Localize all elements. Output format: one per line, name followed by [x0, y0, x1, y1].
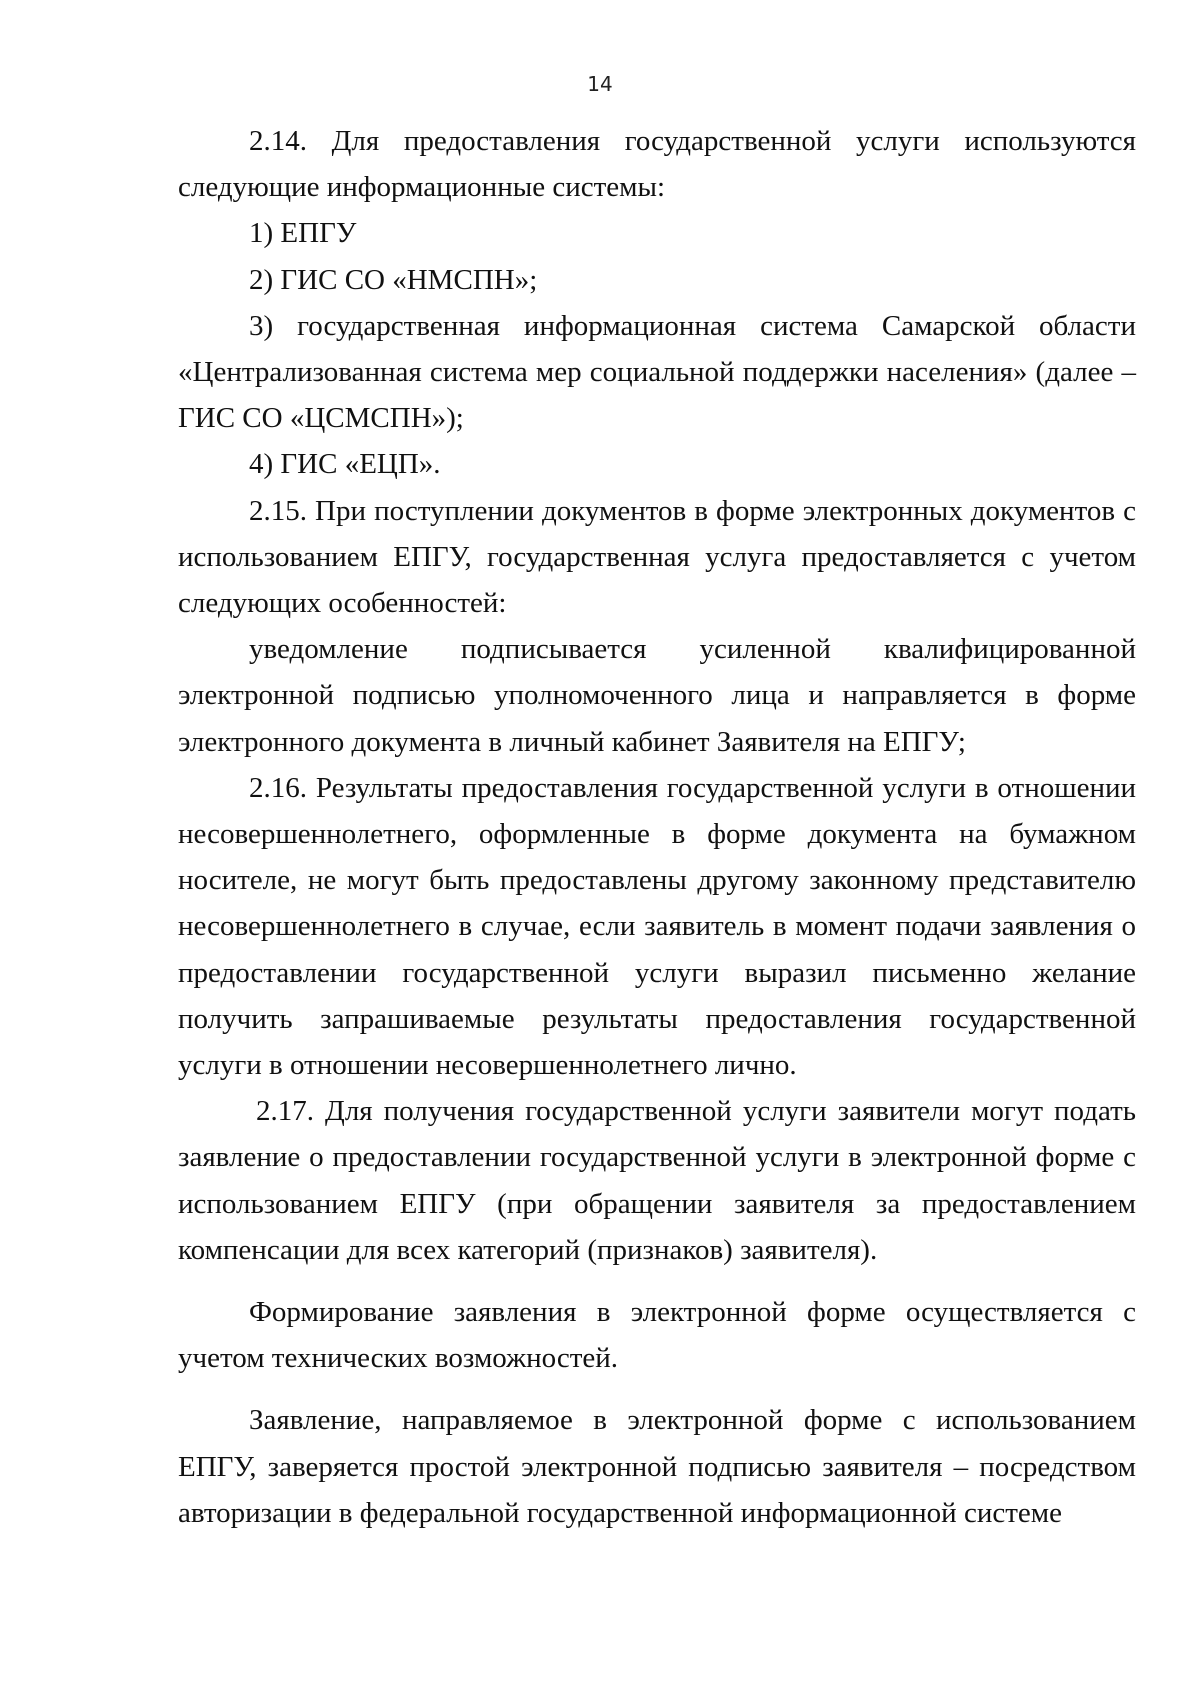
paragraph-2-14: 2.14. Для предоставления государственной услуги используются следующие информационные системы:	[178, 125, 1136, 204]
paragraph-2-16: 2.16. Результаты предоставления государственной услуги в отношении несовершеннолетнего, оформленные в форме документа на бумажном носителе, не могут быть предоставлены другому законному представителю несовершеннолетнего в случае, если заявитель в момент подачи заявления о предоставлении государственной услуги выразил письменно желание получить запрашиваемые результаты предоставления государственной услуги в отношении несовершеннолетнего лично.	[178, 771, 1136, 1082]
list-item-3: 3) государственная информационная система Самарской области «Централизованная система мер социальной поддержки населения» (далее – ГИС СО «ЦСМСПН»);	[178, 309, 1136, 435]
paragraph-2-17: 2.17. Для получения государственной услуги заявители могут подать заявление о предоставлении государственной услуги в электронной форме с использованием ЕПГУ (при обращении заявителя за предоставлением компенсации для всех категорий (признаков) заявителя).	[178, 1095, 1136, 1266]
paragraph-signature: Заявление, направляемое в электронной форме с использованием ЕПГУ, заверяется простой электронной подписью заявителя – посредством авторизации в федеральной государственной информационной системе	[178, 1404, 1136, 1529]
page-number: 14	[587, 72, 613, 96]
list-item-4: 4) ГИС «ЕЦП».	[249, 448, 441, 481]
paragraph-formation: Формирование заявления в электронной форме осуществляется с учетом технических возможностей.	[178, 1296, 1136, 1375]
paragraph-2-15: 2.15. При поступлении документов в форме электронных документов с использованием ЕПГУ, государственная услуга предоставляется с учетом следующих особенностей:	[178, 494, 1136, 620]
list-item-2: 2) ГИС СО «НМСПН»;	[249, 263, 538, 296]
list-item-1: 1) ЕПГУ	[249, 217, 357, 250]
paragraph-notification: уведомление подписывается усиленной квалифицированной электронной подписью уполномоченного лица и направляется в форме электронного документа в личный кабинет Заявителя на ЕПГУ;	[178, 633, 1136, 758]
document-body	[178, 118, 1136, 1536]
